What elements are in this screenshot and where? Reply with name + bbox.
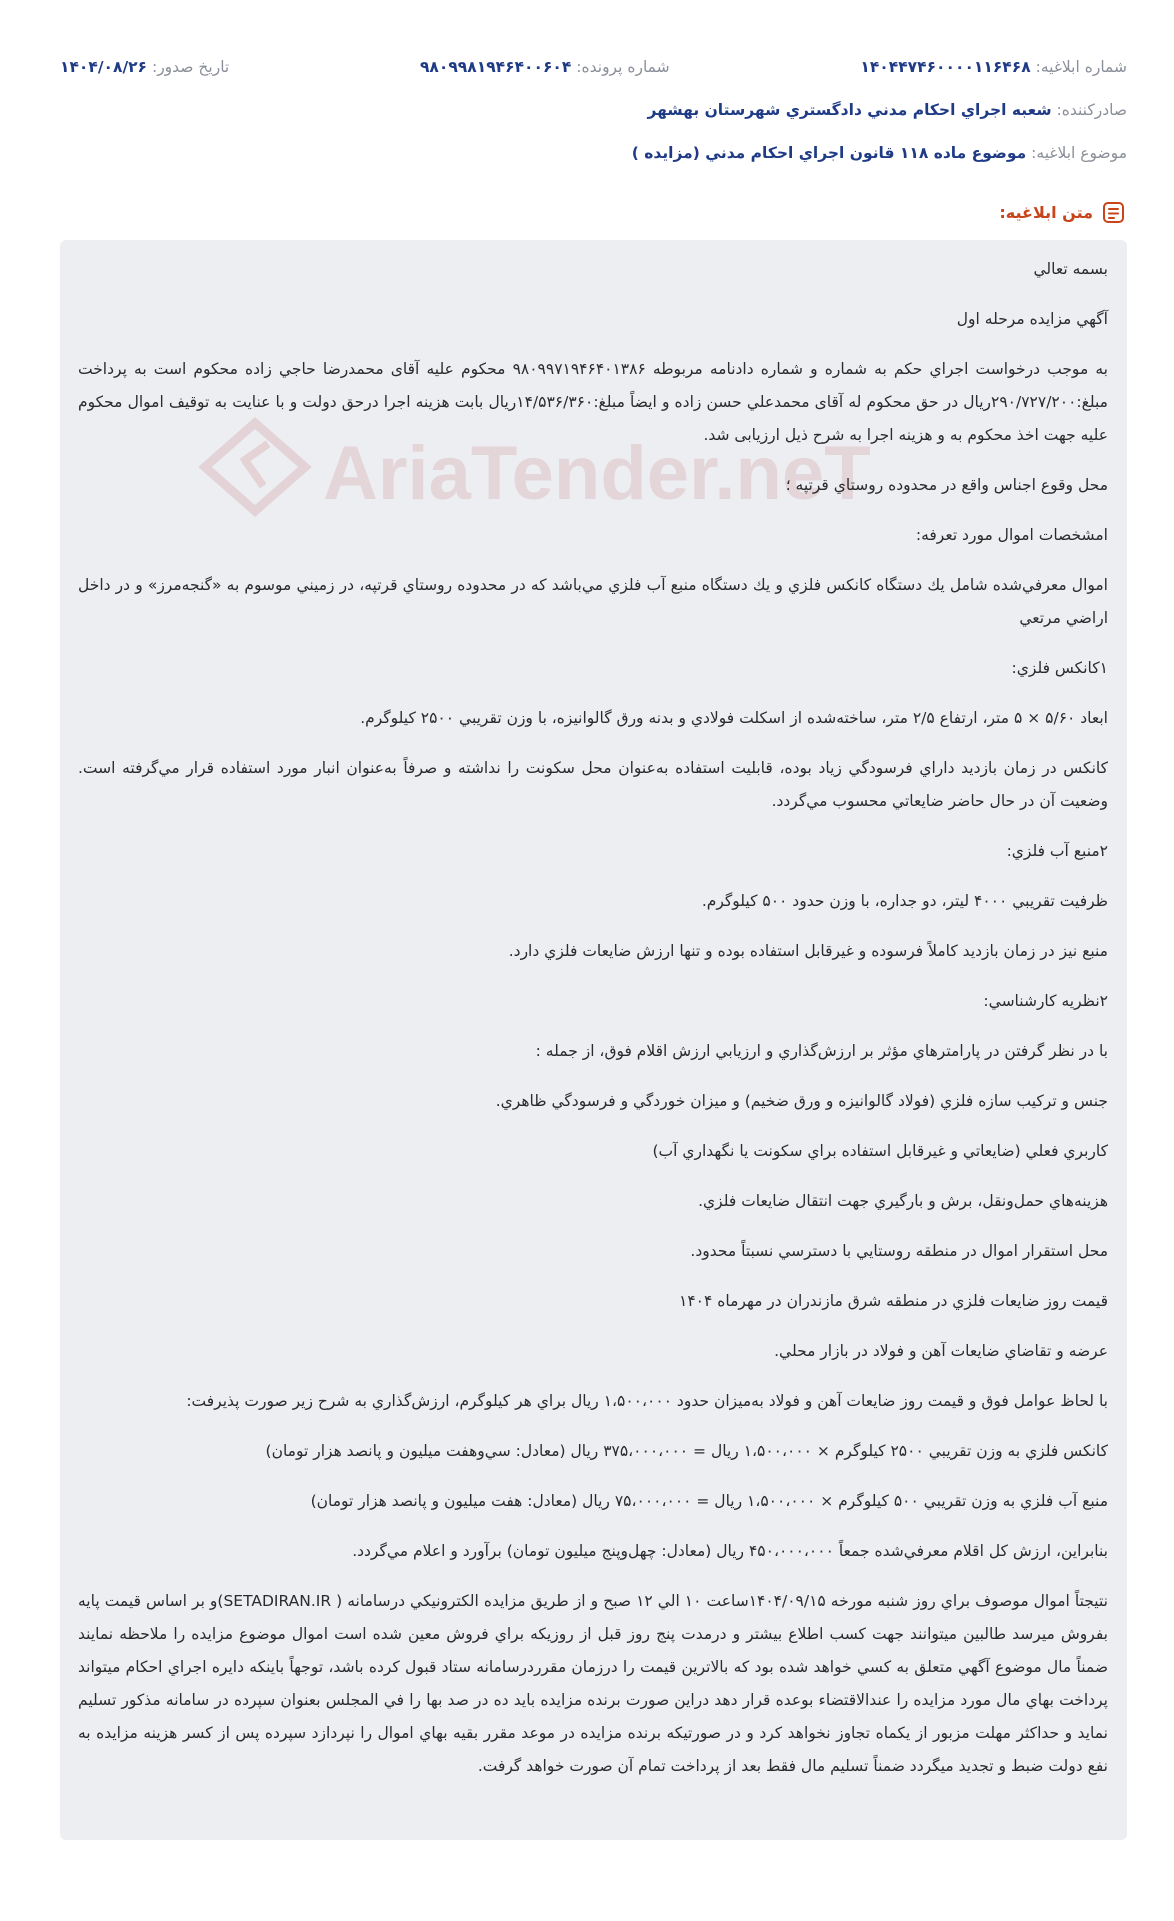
document-icon	[1101, 199, 1127, 225]
paragraph: كانكس فلزي به وزن تقريبي ۲۵۰۰ كيلوگرم × ۱،۵۰۰،۰۰۰ ريال = ۳۷۵،۰۰۰،۰۰۰ ريال (معادل: سي‌وهفت ميليون و پانصد هزار تومان)	[265, 1442, 1108, 1460]
issue-date-label: تاريخ صدور:	[151, 58, 230, 76]
paragraph: ۲نظريه كارشناسي:	[983, 992, 1108, 1010]
paragraph: كاربري فعلي (ضايعاتي و غيرقابل استفاده براي سكونت يا نگهداري آب)	[652, 1142, 1108, 1160]
issuer-value: شعبه اجراي احكام مدني دادگستري شهرستان بهشهر	[647, 101, 1052, 119]
notice-number	[860, 58, 1127, 76]
issue-date-value: ۱۴۰۴/۰۸/۲۶	[60, 58, 148, 76]
subject-label: موضوع ابلاغيه:	[1031, 144, 1127, 162]
paragraph: ظرفيت تقريبي ۴۰۰۰ ليتر، دو جداره، با وزن حدود ۵۰۰ كيلوگرم.	[701, 892, 1108, 910]
notice-text-label: متن ابلاغيه:	[999, 202, 1093, 222]
paragraph: عرضه و تقاضاي ضايعات آهن و فولاد در بازار محلي.	[774, 1342, 1108, 1360]
notice-meta-row	[60, 58, 1127, 76]
paragraph: ۱كانكس فلزي:	[1011, 659, 1108, 677]
issuer-row	[60, 101, 1127, 119]
subject-row	[60, 144, 1127, 162]
paragraph: منبع آب فلزي به وزن تقريبي ۵۰۰ كيلوگرم × ۱،۵۰۰،۰۰۰ ريال = ۷۵،۰۰۰،۰۰۰ ريال (معادل: هفت ميليون و پانصد هزار تومان)	[310, 1492, 1108, 1510]
paragraph: آگهي مزايده مرحله اول	[956, 310, 1108, 328]
paragraph: هزينه‌هاي حمل‌ونقل، برش و بارگيري جهت انتقال ضايعات فلزي.	[698, 1192, 1108, 1210]
paragraph: محل استقرار اموال در منطقه روستايي با دسترسي نسبتاً محدود.	[690, 1242, 1108, 1260]
paragraph: بنابراين، ارزش كل اقلام معرفي‌شده جمعاً ۴۵۰،۰۰۰،۰۰۰ ريال (معادل: چهل‌وپنج ميليون تومان) برآورد و اعلام مي‌گردد.	[352, 1542, 1108, 1560]
paragraph: محل وقوع اجناس واقع در محدوده روستاي قرتپه ؛	[785, 476, 1108, 494]
paragraph: بسمه تعالي	[1033, 260, 1108, 278]
paragraph: با در نظر گرفتن در پارامترهاي مؤثر بر ارزش‌گذاري و ارزيابي ارزش اقلام فوق، از جمله :	[535, 1042, 1108, 1060]
paragraph: جنس و تركيب سازه فلزي (فولاد گالوانيزه و ورق ضخيم) و ميزان خوردگي و فرسودگي ظاهري.	[495, 1092, 1108, 1110]
paragraph: به موجب درخواست اجراي حكم به شماره و شماره دادنامه مربوطه ۹۸۰۹۹۷۱۹۴۶۴۰۱۳۸۶ محكوم عليه آقای محمدرضا حاجي زاده محكوم است به پرداخت مبلغ:۲۹۰/۷۲۷/۲۰۰ريال در حق محكوم له آقای محمدعلي حسن زاده و ايضاً مبلغ:۱۴/۵۳۶/۳۶۰ريال بابت هزينه اجرا درحق دولت و با عنايت به توقيف اموال محكوم عليه جهت اخذ محكوم به و هزينه اجرا به شرح ذيل ارزيابی شد.	[78, 360, 1108, 444]
paragraph: امشخصات اموال مورد تعرفه:	[915, 526, 1108, 544]
paragraph: ابعاد ۵/۶۰ × ۵ متر، ارتفاع ۲/۵ متر، ساخته‌شده از اسكلت فولادي و بدنه ورق گالوانيزه، با وزن تقريبي ۲۵۰۰ كيلوگرم.	[360, 709, 1108, 727]
paragraph: منبع نيز در زمان بازديد كاملاً فرسوده و غيرقابل استفاده بوده و تنها ارزش ضايعات فلزي دارد.	[508, 942, 1108, 960]
paragraph: كانكس در زمان بازديد داراي فرسودگي زياد بوده، قابليت استفاده به‌عنوان محل سكونت را نداشته و صرفاً به‌عنوان انبار مورد استفاده قرار مي‌گرفته است. وضعيت آن در حال حاضر ضايعاتي محسوب مي‌گردد.	[78, 759, 1108, 810]
paragraph: با لحاظ عوامل فوق و قيمت روز ضايعات آهن و فولاد به‌ميزان حدود ۱،۵۰۰،۰۰۰ ريال براي هر كيلوگرم، ارزش‌گذاري به شرح زير صورت پذيرفت:	[186, 1392, 1108, 1410]
notice-number-label: شماره ابلاغيه:	[1035, 58, 1127, 76]
notice-body-text	[78, 253, 1108, 1800]
case-number-label: شماره پرونده:	[576, 58, 670, 76]
paragraph: ۲منبع آب فلزي:	[1006, 842, 1108, 860]
paragraph: قيمت روز ضايعات فلزي در منطقه شرق مازندران در مهرماه ۱۴۰۴	[679, 1292, 1108, 1310]
issue-date	[60, 58, 229, 76]
case-number-value: ۹۸۰۹۹۸۱۹۴۶۴۰۰۶۰۴	[419, 58, 572, 76]
notice-number-value: ۱۴۰۴۴۷۴۶۰۰۰۰۱۱۶۴۶۸	[860, 58, 1031, 76]
notice-text-header	[999, 199, 1127, 225]
paragraph: اموال معرفي‌شده شامل يك دستگاه كانكس فلزي و يك دستگاه منبع آب فلزي مي‌باشد كه در محدوده روستاي قرتپه، در زميني موسوم به «گنجه‌مرز» و در داخل اراضي مرتعي	[78, 576, 1108, 627]
case-number	[420, 58, 670, 76]
subject-value: موضوع ماده ۱۱۸ قانون اجراي احكام مدني (مزايده )	[631, 144, 1027, 162]
issuer-label: صادرکننده:	[1056, 101, 1127, 119]
paragraph: نتيجتاً اموال موصوف براي روز شنبه مورخه ۱۴۰۴/۰۹/۱۵ساعت ۱۰ الي ۱۲ صبح و از طريق مزايده الكترونيكي درسامانه ( SETADIRAN.IR)و بر اساس قيمت پايه بفروش ميرسد طالبين ميتوانند جهت كسب اطلاع بيشتر و درمدت پنج روز قبل از روزيكه براي فروش معين شده است اموال موضوع مزايده را ملاحظه نمايند ضمناً مال موضوع آگهي متعلق به كسي خواهد شده بود كه بالاترين قيمت را درزمان مقرردرسامانه ستاد قبول كرده باشد، توجهاً باينكه دايره اجراي احكام ميتواند پرداخت بهاي مال مورد مزايده را عندالاقتضاء بوعده قرار دهد دراين صورت برنده مزايده بايد ده در صد بها را في المجلس بعنوان سپرده در سامانه مذكور تسليم نمايد و حداكثر مهلت مزبور از يكماه تجاوز نخواهد كرد و در صورتيكه برنده مزايده در موعد مقرر بقيه بهاي اموال را نپردازد سپرده پس از كسر هزينه مزايده به نفع دولت ضبط و تجديد ميگردد ضمناً تسليم مال فقط بعد از پرداخت تمام آن صورت خواهد گرفت.	[78, 1592, 1108, 1775]
